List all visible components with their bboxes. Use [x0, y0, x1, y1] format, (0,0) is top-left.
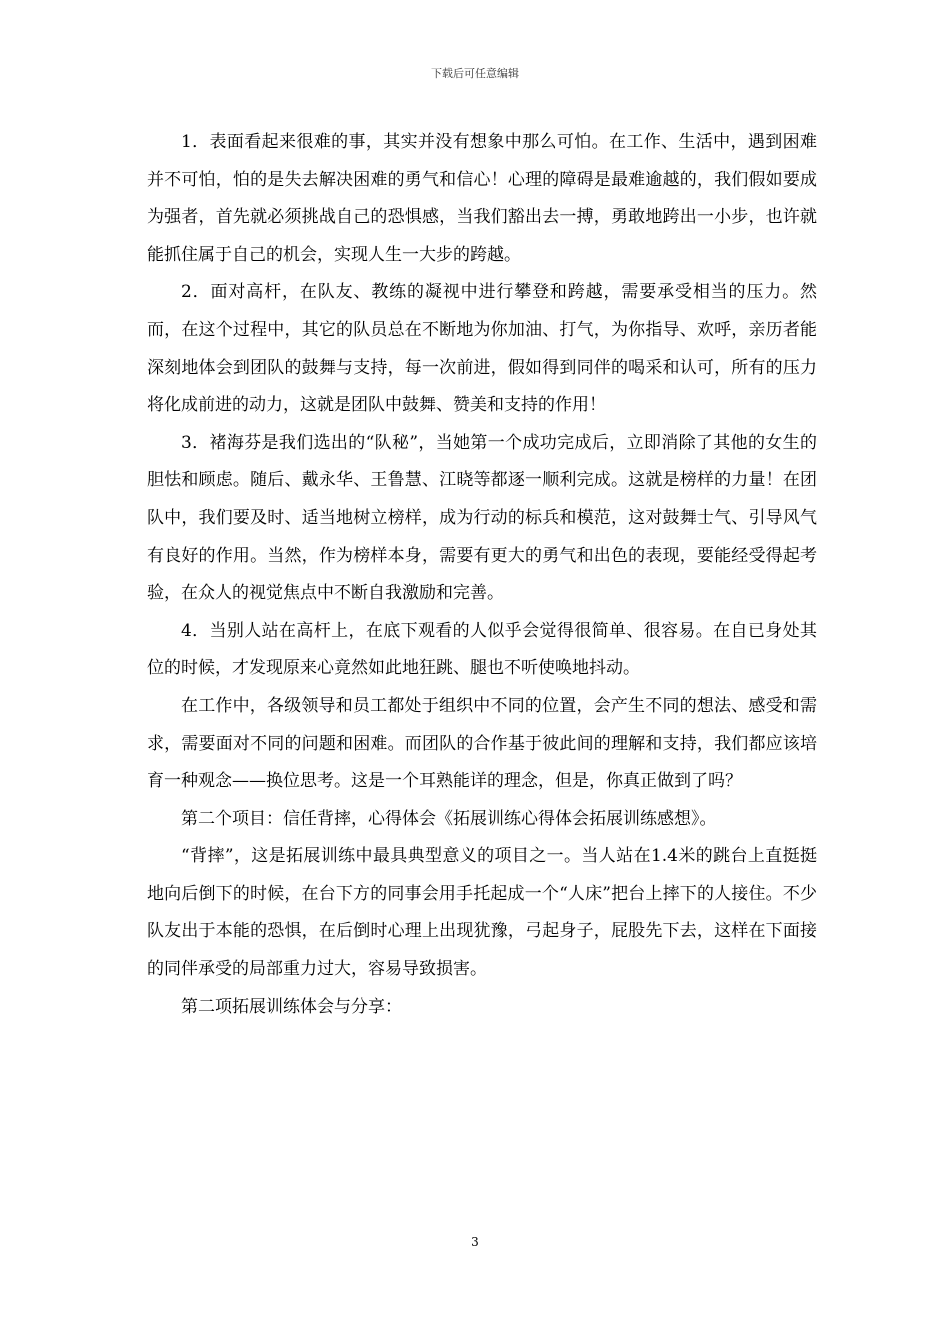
page-number: 3: [471, 1235, 479, 1249]
paragraph-5: 在工作中，各级领导和员工都处于组织中不同的位置，会产生不同的想法、感受和需求，需要面对不同的问题和困难。而团队的合作基于彼此间的理解和支持，我们都应该培育一种观念——换位思考。这是一个耳熟能详的理念，但是，你真正做到了吗？: [147, 695, 817, 792]
paragraph-2: 2．面对高杆，在队友、教练的凝视中进行攀登和跨越，需要承受相当的压力。然而，在这个过程中，其它的队员总在不断地为你加油、打气，为你指导、欢呼，亲历者能深刻地体会到团队的鼓舞与支持，每一次前进，假如得到同伴的喝采和认可，所有的压力将化成前进的动力，这就是团队中鼓舞、赞美和支持的作用！: [147, 282, 817, 416]
paragraph-7: “背摔”，这是拓展训练中最具典型意义的项目之一。当人站在1.4米的跳台上直挺挺地向后倒下的时候，在台下方的同事会用手托起成一个“人床”把台上摔下的人接住。不少队友出于本能的恐惧，在后倒时心理上出现犹豫，弓起身子，屁股先下去，这样在下面接的同伴承受的局部重力过大，容易导致损害。: [147, 846, 817, 980]
paragraph-1: 1．表面看起来很难的事，其实并没有想象中那么可怕。在工作、生活中，遇到困难并不可怕，怕的是失去解决困难的勇气和信心！心理的障碍是最难逾越的，我们假如要成为强者，首先就必须挑战自己的恐惧感，当我们豁出去一搏，勇敢地跨出一小步，也许就能抓住属于自己的机会，实现人生一大步的跨越。: [147, 132, 817, 265]
paragraph-3: 3．褚海芬是我们选出的“队秘”，当她第一个成功完成后，立即消除了其他的女生的胆怯和顾虑。随后、戴永华、王鲁慧、江晓等都逐一顺利完成。这就是榜样的力量！在团队中，我们要及时、适当地树立榜样，成为行动的标兵和模范，这对鼓舞士气、引导风气有良好的作用。当然，作为榜样本身，需要有更大的勇气和出色的表现，要能经受得起考验，在众人的视觉焦点中不断自我激励和完善。: [147, 432, 817, 604]
paragraph-6: 第二个项目：信任背摔，心得体会《拓展训练心得体会拓展训练感想》。: [181, 808, 717, 829]
paragraph-8: 第二项拓展训练体会与分享：: [181, 996, 402, 1017]
document-body: [147, 124, 817, 1026]
page-header: 下载后可任意编辑: [431, 67, 519, 80]
paragraph-4: 4．当别人站在高杆上，在底下观看的人似乎会觉得很简单、很容易。在自已身处其位的时候，才发现原来心竟然如此地狂跳、腿也不听使唤地抖动。: [147, 620, 817, 679]
